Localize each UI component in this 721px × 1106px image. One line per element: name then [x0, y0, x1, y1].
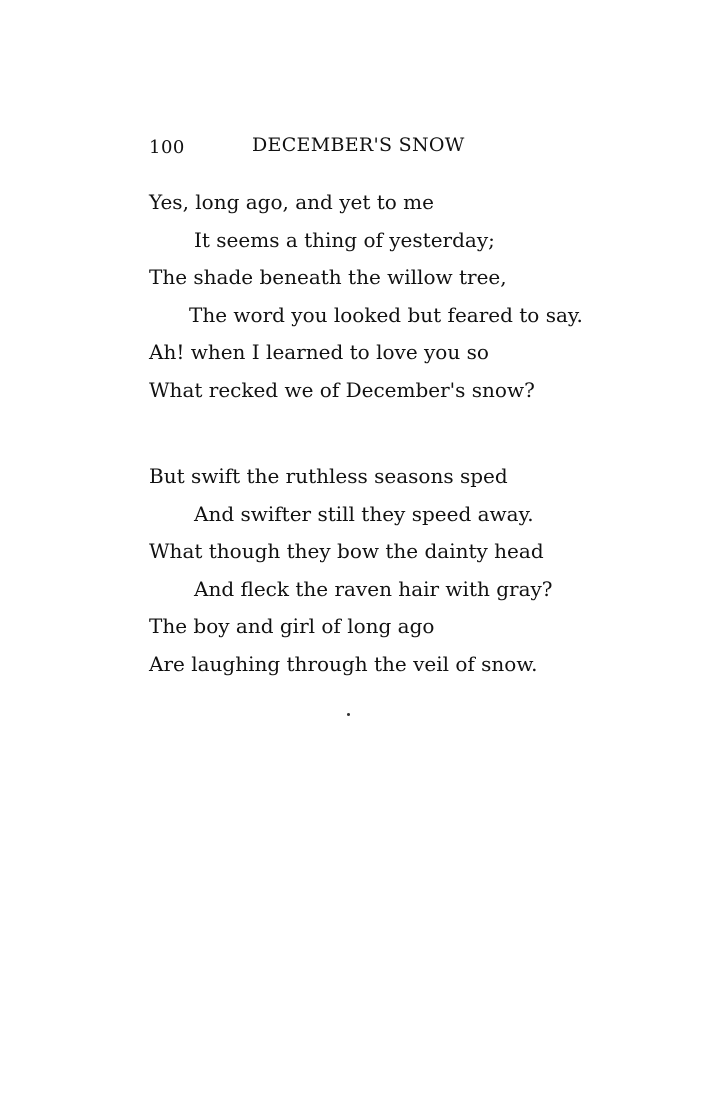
ink-speck [347, 713, 350, 716]
poem-line: Yes, long ago, and yet to me [149, 190, 434, 214]
poem-line: And swifter still they speed away. [194, 501, 534, 526]
page-number: 100 [149, 137, 185, 158]
poem-line: What recked we of December's snow? [149, 377, 535, 402]
running-title: DECEMBER'S SNOW [252, 134, 465, 156]
poem-line: And fleck the raven hair with gray? [194, 576, 553, 601]
poem-line: It seems a thing of yesterday; [194, 227, 495, 252]
poem-line: The boy and girl of long ago [149, 614, 435, 638]
stanza-1 [149, 184, 599, 409]
poem-line: But swift the ruthless seasons sped [149, 464, 508, 488]
poem-line: What though they bow the dainty head [149, 539, 544, 563]
poem-line: Ah! when I learned to love you so [149, 340, 489, 364]
poem-line: The word you looked but feared to say. [189, 302, 583, 327]
stanza-2 [149, 458, 599, 683]
poem-line: The shade beneath the willow tree, [149, 265, 507, 289]
poem-line: Are laughing through the veil of snow. [149, 651, 538, 676]
